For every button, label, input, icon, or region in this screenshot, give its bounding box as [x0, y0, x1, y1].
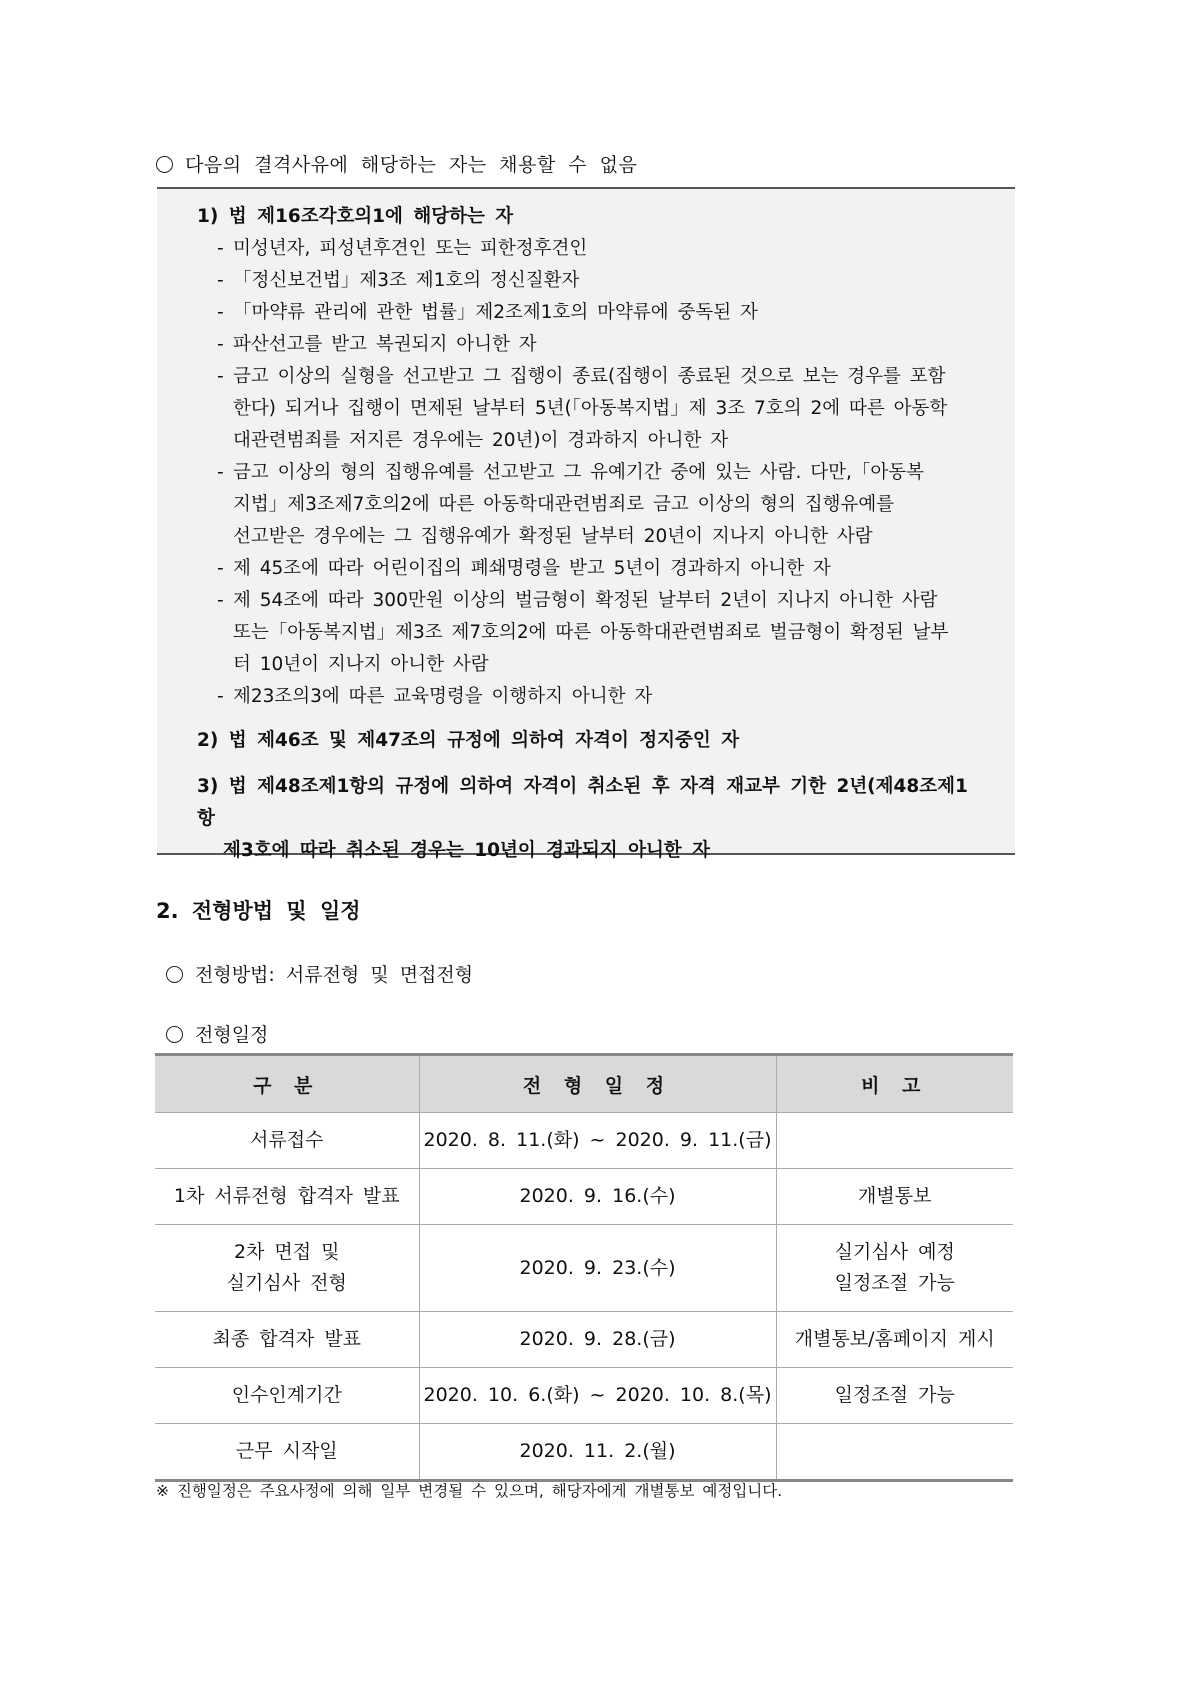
cell-note	[776, 1312, 1013, 1368]
table-row	[155, 1169, 1013, 1225]
table-row	[155, 1368, 1013, 1424]
cell-category-line: 실기심사 전형	[226, 1272, 347, 1294]
list-item-line: - 제 45조에 따라 어린이집의 폐쇄명령을 받고 5년이 경과하지 아니한 자	[233, 558, 831, 579]
list-item	[217, 681, 977, 713]
cell-category-line: 2차 면접 및	[233, 1241, 340, 1263]
section2-title: 2) 법 제46조 및 제47조의 규정에 의하여 자격이 정지중인 자	[197, 730, 740, 751]
disqualification-content	[197, 201, 977, 867]
list-item-line: - 「마약류 관리에 관한 법률」제2조제1호의 마약류에 중독된 자	[233, 302, 758, 323]
list-item-line: 지법」제3조제7호의2에 따른 아동학대관련범죄로 금고 이상의 형의 집행유예를	[233, 494, 895, 515]
section-title: 2. 전형방법 및 일정	[156, 899, 361, 923]
cell-note-line: 실기심사 예정	[834, 1241, 955, 1263]
method-line	[166, 960, 473, 987]
section3-title-line2: 제3호에 따라 취소된 경우는 10년이 경과되지 아니한 자	[223, 840, 710, 861]
header-category: 구 분	[155, 1055, 419, 1113]
schedule-label-line	[166, 1020, 268, 1047]
cell-category	[155, 1424, 419, 1481]
cell-category-line: 인수인계기간	[231, 1384, 342, 1406]
table-row	[155, 1312, 1013, 1368]
cell-note	[776, 1225, 1013, 1312]
list-item-line: 또는「아동복지법」제3조 제7호의2에 따른 아동학대관련범죄로 벌금형이 확정된 날부	[233, 622, 949, 643]
cell-note-line: 개별통보	[858, 1185, 932, 1207]
schedule-label: 전형일정	[195, 1024, 269, 1046]
table-row	[155, 1113, 1013, 1169]
method-text: 전형방법: 서류전형 및 면접전형	[195, 964, 474, 986]
list-item-line: 터 10년이 지나지 아니한 사람	[233, 654, 489, 675]
cell-category-line: 근무 시작일	[235, 1440, 338, 1462]
circle-bullet-icon	[166, 1026, 183, 1043]
list-item	[217, 233, 977, 265]
cell-date: 2020. 10. 6.(화) ~ 2020. 10. 8.(목)	[419, 1368, 776, 1424]
table-body	[155, 1113, 1013, 1481]
cell-category-line: 1차 서류전형 합격자 발표	[173, 1185, 400, 1207]
list-item-line: - 미성년자, 피성년후견인 또는 피한정후견인	[233, 238, 588, 259]
cell-date: 2020. 8. 11.(화) ~ 2020. 9. 11.(금)	[419, 1113, 776, 1169]
disqualification-box	[157, 187, 1015, 861]
table-row	[155, 1424, 1013, 1481]
header-schedule: 전 형 일 정	[419, 1055, 776, 1113]
list-item	[217, 457, 977, 553]
intro-text: 다음의 결격사유에 해당하는 자는 채용할 수 없음	[185, 154, 638, 176]
cell-date: 2020. 9. 16.(수)	[419, 1169, 776, 1225]
cell-note-line: 개별통보/홈페이지 게시	[794, 1328, 995, 1350]
cell-category	[155, 1312, 419, 1368]
section1-title: 1) 법 제16조각호의1에 해당하는 자	[197, 206, 514, 227]
list-item-line: 대관련범죄를 저지른 경우에는 20년)이 경과하지 아니한 자	[233, 430, 729, 451]
cell-date: 2020. 9. 28.(금)	[419, 1312, 776, 1368]
cell-category-line: 최종 합격자 발표	[212, 1328, 362, 1350]
list-item-line: - 파산선고를 받고 복권되지 아니한 자	[233, 334, 537, 355]
cell-note	[776, 1424, 1013, 1481]
circle-bullet-icon	[166, 966, 183, 983]
list-item	[217, 553, 977, 585]
list-item-line: - 제 54조에 따라 300만원 이상의 벌금형이 확정된 날부터 2년이 지나지 아니한 사람	[233, 590, 938, 611]
table-row	[155, 1225, 1013, 1312]
cell-note-line: 일정조절 가능	[834, 1272, 955, 1294]
table-header-row	[155, 1055, 1013, 1113]
list-item-line: 한다) 되거나 집행이 면제된 날부터 5년(「아동복지법」제 3조 7호의 2에 따른 아동학	[233, 398, 948, 419]
cell-category	[155, 1113, 419, 1169]
cell-note	[776, 1169, 1013, 1225]
cell-note	[776, 1368, 1013, 1424]
header-note: 비 고	[776, 1055, 1013, 1113]
list-item	[217, 265, 977, 297]
list-item-line: - 금고 이상의 실형을 선고받고 그 집행이 종료(집행이 종료된 것으로 보는 경우를 포함	[233, 366, 946, 387]
circle-bullet-icon	[156, 156, 173, 173]
footnote: ※ 진행일정은 주요사정에 의해 일부 변경될 수 있으며, 해당자에게 개별통보 예정입니다.	[156, 1482, 783, 1500]
list-item	[217, 297, 977, 329]
list-item	[217, 361, 977, 457]
cell-category	[155, 1225, 419, 1312]
list-item-line: - 「정신보건법」제3조 제1호의 정신질환자	[233, 270, 580, 291]
cell-category-line: 서류접수	[250, 1129, 324, 1151]
section1-items	[197, 233, 977, 713]
cell-category	[155, 1169, 419, 1225]
section3-title-line1: 3) 법 제48조제1항의 규정에 의하여 자격이 취소된 후 자격 재교부 기한 2년(제48조제1항	[197, 776, 968, 829]
list-item	[217, 329, 977, 361]
cell-note-line: 일정조절 가능	[834, 1384, 955, 1406]
cell-note	[776, 1113, 1013, 1169]
list-item-line: - 제23조의3에 따른 교육명령을 이행하지 아니한 자	[233, 686, 653, 707]
list-item-line: 선고받은 경우에는 그 집행유예가 확정된 날부터 20년이 지나지 아니한 사람	[233, 526, 873, 547]
list-item-line: - 금고 이상의 형의 집행유예를 선고받고 그 유예기간 중에 있는 사람. 다만,「아동복	[233, 462, 924, 483]
intro-line	[156, 150, 637, 177]
cell-date: 2020. 9. 23.(수)	[419, 1225, 776, 1312]
schedule-table	[155, 1053, 1013, 1482]
list-item	[217, 585, 977, 681]
cell-date: 2020. 11. 2.(월)	[419, 1424, 776, 1481]
cell-category	[155, 1368, 419, 1424]
